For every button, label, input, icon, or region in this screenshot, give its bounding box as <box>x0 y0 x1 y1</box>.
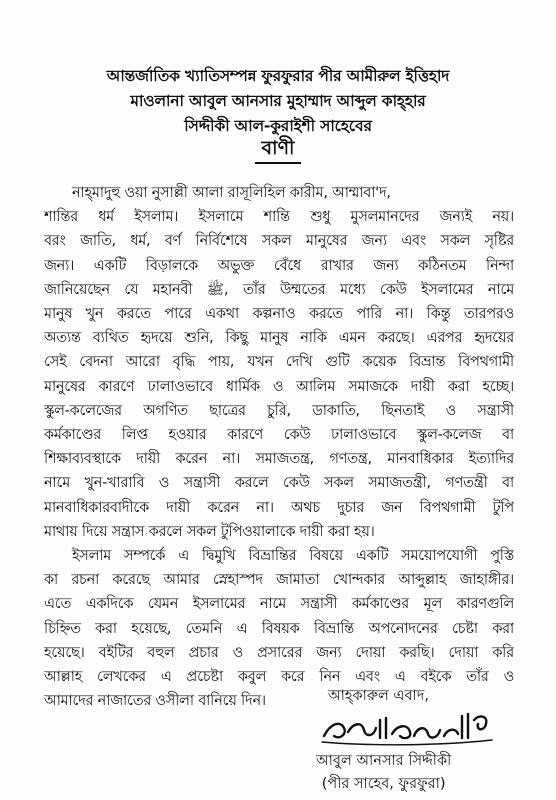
message-body <box>44 181 514 713</box>
header-line-1: আন্তর্জাতিক খ্যাতিসম্পন্ন ফুরফুরার পীর আমীরুল ইত্তিহাদ <box>106 67 450 85</box>
body-line: চিহ্নিত করা হয়েছে, তেমনি এ বিষয়ক বিভ্রান্তি অপনোদনের চেষ্টা করা <box>44 620 514 637</box>
body-line: কর্মকাণ্ডের লিপ্ত হওয়ার কারণে কেউ ঢালাওভাবে স্কুল-কলেজ বা <box>44 427 514 444</box>
body-line: সেই বেদনা আরো বৃদ্ধি পায়, যখন দেখি গুটি কয়েক বিভ্রান্ত বিপথগামী <box>44 354 514 371</box>
body-line: আমাদের নাজাতের ওসীলা বানিয়ে দিন। <box>44 693 266 710</box>
body-line: নাহ্‌মাদুহু ওয়া নুসাল্লী আলা রাসূলিহিল কারীম, আম্মাবা'দ, <box>72 185 391 201</box>
body-line: আল্লাহ লেখকের এ প্রচেষ্টা কবুল করে নিন এবং এ বইকে তাঁর ও <box>44 669 514 686</box>
body-line: জানিয়েছেন যে মহানবী ﷺ, তাঁর উম্মতের মধ্যে কেউ ইসলামের নামে <box>44 281 514 298</box>
body-line: এতে একদিকে যেমন ইসলামের নামে সন্ত্রাসী কর্মকাণ্ডের মূল কারণগুলি <box>44 596 514 613</box>
body-line: মানুষ খুন করতে পারে একথা কল্পনাও করতে পারি না। কিন্তু তারপরও <box>44 306 514 323</box>
page-header <box>20 64 536 139</box>
closing-salutation: আহ্‌কারুল এবাদ, <box>328 688 429 704</box>
body-line: জন্য। একটি বিড়ালকে অভুক্ত বেঁধে রাখার জন্য কঠিনতম নিন্দা <box>44 257 514 274</box>
body-line: বরং জাতি, ধর্ম, বর্ণ নির্বিশেষে সকল মানুষের জন্য এবং সকল সৃষ্টির <box>44 233 514 250</box>
page-title: বাণী <box>255 135 300 164</box>
body-line: ইসলাম সম্পর্কে এ দ্বিমুখি বিভ্রান্তির বিষয়ে একটি সময়োপযোগী পুস্তি <box>72 548 514 565</box>
body-line: অত্যন্ত ব্যথিত হৃদয়ে শুনি, কিছু মানুষ নাকি এমন করছে। এরপর হৃদয়ের <box>44 330 514 347</box>
body-line: শান্তির ধর্ম ইসলাম। ইসলামে শান্তি শুধু মুসলমানদের জন্যই নয়। <box>44 209 514 226</box>
page-title-wrap <box>0 135 556 164</box>
body-line: হয়েছে। বইটির বহুল প্রচার ও প্রসারের জন্য দোয়া করছি। দোয়া করি <box>44 644 514 661</box>
body-line: মানবাধিকারবাদীকে দায়ী করেন না। অথচ দুচার জন বিপথগামী টুপি <box>44 499 514 516</box>
body-line: স্কুল-কলেজের অগণিত ছাত্রের চুরি, ডাকাতি, ছিনতাই ও সন্ত্রাসী <box>44 402 514 419</box>
header-line-3: সিদ্দীকী আল-কুরাইশী সাহেবের <box>184 117 372 135</box>
header-line-2: মাওলানা আবুল আনসার মুহাম্মাদ আব্দুল কাহ্‌হার <box>130 92 426 110</box>
body-line: মাথায় দিয়ে সন্ত্রাস করলে সকল টুপিওয়ালাকে দায়ী করা হয়। <box>44 523 375 540</box>
signatory-block <box>316 750 451 796</box>
body-line: মানুষের কারণে ঢালাওভাবে ধার্মিক ও আলিম সমাজকে দায়ী করা হচ্ছে। <box>44 378 514 395</box>
handwritten-signature <box>318 706 496 748</box>
body-line: নামে খুন-খারাবি ও সন্ত্রাসী করলে কেউ সকল সমাজতন্ত্রী, গণতন্ত্রী বা <box>44 475 514 492</box>
signatory-name: আবুল আনসার সিদ্দীকী <box>316 753 452 769</box>
body-line: কা রচনা করেছে আমার স্নেহাস্পদ জামাতা খোন্দকার আব্দুল্লাহ জাহাঙ্গীর। <box>44 572 514 589</box>
body-line: শিক্ষাব্যবস্থাকে দায়ী করেন না। সমাজতন্ত্র, গণতন্ত্র, মানবাধিকার ইত্যাদির <box>44 451 514 468</box>
signatory-title: (পীর সাহেব, ফুরফুরা) <box>321 776 446 792</box>
